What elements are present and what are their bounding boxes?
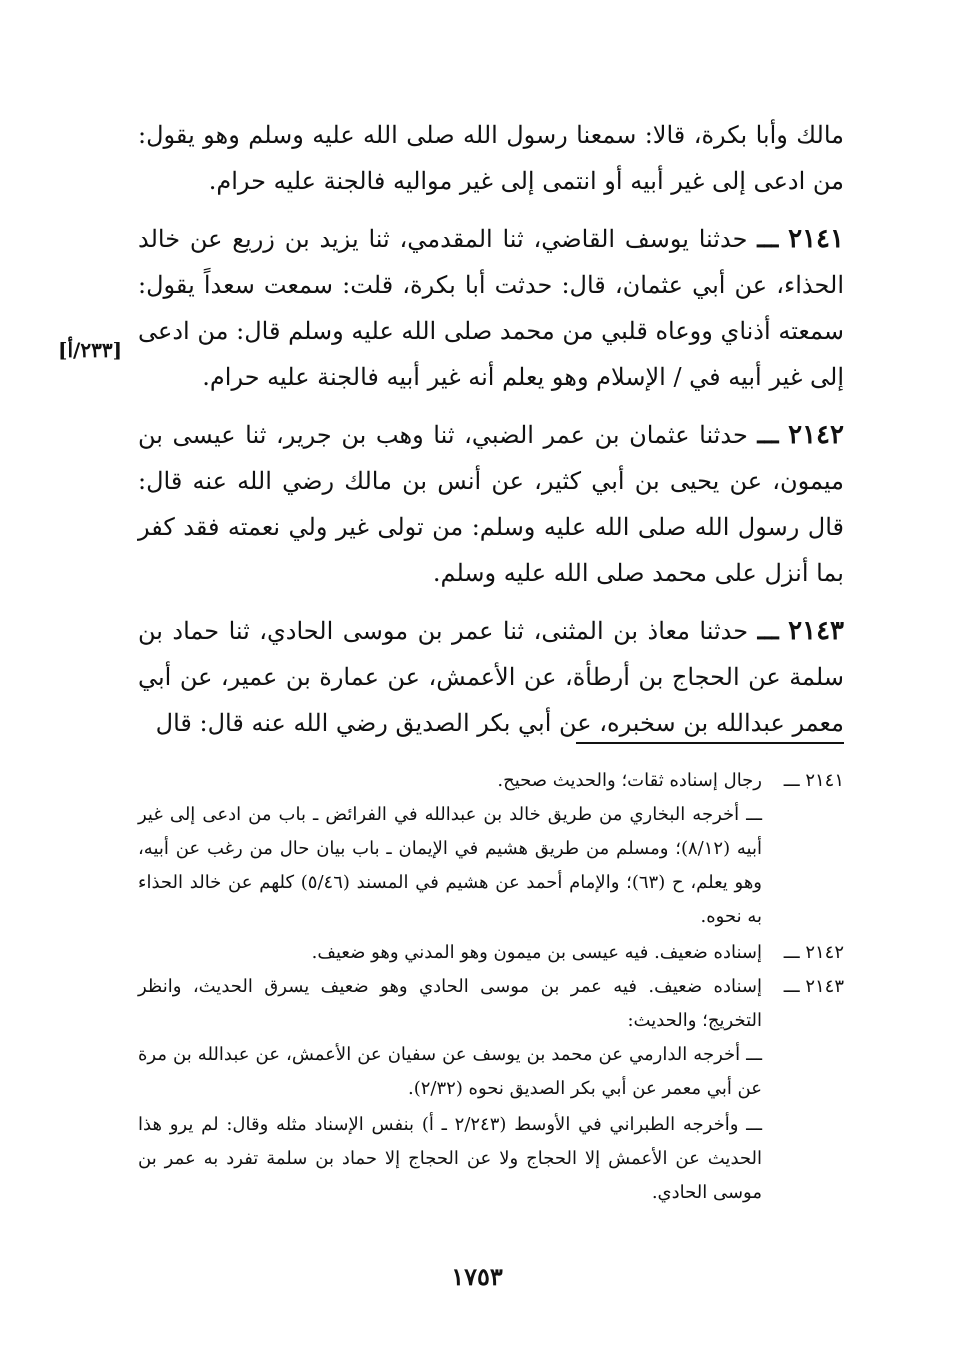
hadith-2142: [138, 412, 844, 596]
manuscript-folio-reference: [٢٣٣/أ]: [58, 338, 123, 362]
footnote-separator: [576, 742, 844, 744]
intro-paragraph: مالك وأبا بكرة، قالا: سمعنا رسول الله صلى الله عليه وسلم وهو يقول: من ادعى إلى غير أبيه أو انتمى إلى غير مواليه فالجنة عليه حرام.: [138, 121, 844, 195]
footnote-text: إسناده ضعيف. فيه عيسى بن ميمون وهو المدني وهو ضعيف.: [311, 942, 762, 963]
hadith-text: حدثنا عثمان بن عمر الضبي، ثنا وهب بن جرير، ثنا عيسى بن ميمون، عن يحيى بن أبي كثير، عن أنس بن مالك رضي الله عنه قال: قال رسول الله صلى الله عليه وسلم: من تولى غير ولي نعمته فقد كفر بما أنزل على محمد صلى الله عليه وسلم.: [138, 421, 844, 587]
hadith-number: ٢١٤٢: [788, 420, 844, 450]
hadith-dash: ـــ: [757, 224, 779, 253]
footnote-2142: [138, 936, 844, 970]
footnote-2141: [138, 764, 844, 798]
hadith-dash: ـــ: [757, 616, 779, 645]
page-number: ١٧٥٣: [451, 1262, 503, 1291]
hadith-number: ٢١٤١: [788, 224, 844, 254]
hadith-dash: ـــ: [757, 420, 779, 449]
main-text: [138, 112, 844, 758]
footnote-2143: [138, 970, 844, 1038]
footnote-number: ٢١٤٣ ـــ: [783, 976, 844, 997]
hadith-number: ٢١٤٣: [788, 616, 844, 646]
footnotes: [138, 764, 844, 1212]
footnote-body: [138, 936, 762, 970]
footnote-body: [138, 970, 762, 1038]
hadith-text: حدثنا يوسف القاضي، ثنا المقدمي، ثنا يزيد بن زريع عن خالد الحذاء، عن أبي عثمان، قال: حدثت أبا بكرة، قلت: سمعت سعداً يقول: سمعته أذناي ووعاه قلبي من محمد صلى الله عليه وسلم قال: من ادعى إلى غير أبيه في / الإسلام وهو يعلم أنه غير أبيه فالجنة عليه حرام.: [138, 225, 844, 391]
hadith-2141: [138, 216, 844, 400]
footnote-number: ٢١٤١ ـــ: [783, 770, 844, 791]
footnote-number: ٢١٤٢ ـــ: [783, 942, 844, 963]
hadith-2143: [138, 608, 844, 746]
hadith-text: حدثنا معاذ بن المثنى، ثنا عمر بن موسى الحادي، ثنا حماد بن سلمة عن الحجاج بن أرطأة، عن الأعمش، عن عمارة بن عمير، عن أبي معمر عبدالله بن سخبره، عن أبي بكر الصديق رضي الله عنه قال: قال: [138, 617, 844, 737]
footnote-text: إسناده ضعيف. فيه عمر بن موسى الحادي وهو ضعيف يسرق الحديث، وانظر التخريج؛ والحديث:: [138, 976, 762, 1031]
footnote-sub-entry: ـــ وأخرجه الطبراني في الأوسط (٢/٢٤٣ ـ أ) بنفس الإسناد مثله وقال: لم يرو هذا الحديث عن الأعمش إلا الحجاج ولا عن الحجاج إلا حماد بن سلمة تفرد به عمر بن موسى الحادي.: [138, 1114, 762, 1203]
footnote-body: [138, 764, 762, 798]
footnote-text: رجال إسناده ثقات؛ والحديث صحيح.: [497, 770, 762, 791]
footnote-sub-entry: ـــ أخرجه البخاري من طريق خالد بن عبدالله في الفرائض ـ باب من ادعى إلى غير أبيه (٨/١٢)؛ ومسلم من طريق هشيم في الإيمان ـ باب بيان حال من رغب عن أبيه، وهو يعلم، ح (٦٣)؛ والإمام أحمد عن هشيم في المسند (٥/٤٦) كلهم عن خالد الحذاء به نحوه.: [138, 804, 763, 927]
footnote-sub-entry: ـــ أخرجه الدارمي عن محمد بن يوسف عن سفيان عن الأعمش، عن عبدالله بن مرة عن أبي معمر عن أبي بكر الصديق نحوه (٢/٣٢).: [138, 1044, 762, 1099]
